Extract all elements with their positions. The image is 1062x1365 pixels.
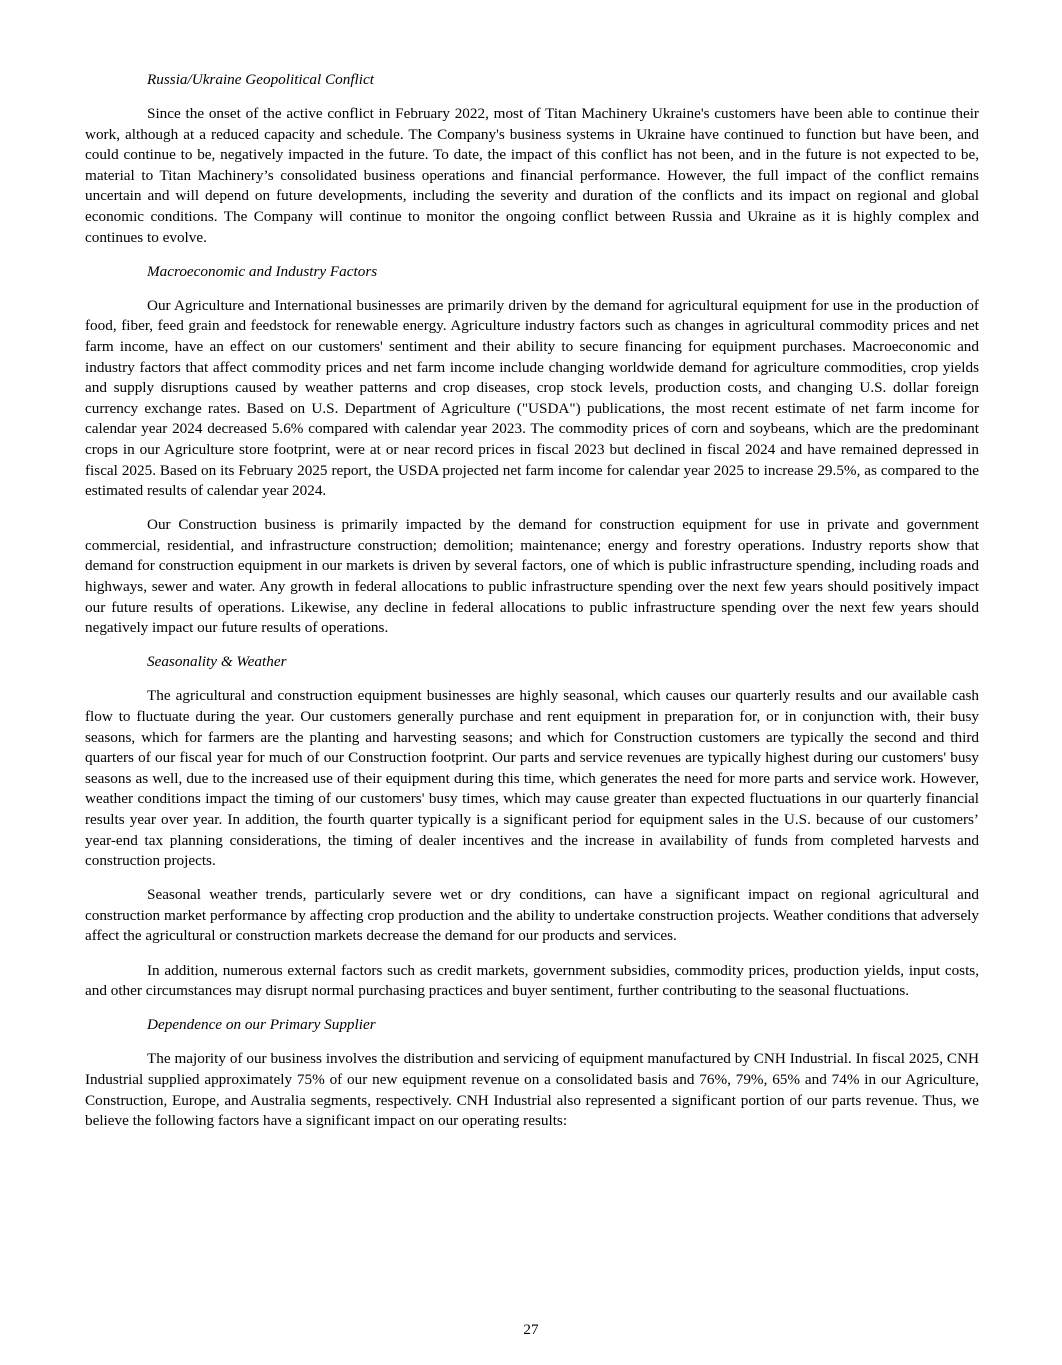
paragraph-agriculture-factors: Our Agriculture and International businesses are primarily driven by the demand for agricultural equipment for use in the production of food, fiber, feed grain and feedstock for renewable energy. Agriculture industry factors such as changes in agricultural commodity prices and net farm income, have an effect on our customers' sentiment and their ability to secure financing for equipment purchases. Macroeconomic and industry factors that affect commodity prices and net farm income include changing worldwide demand for agriculture commodities, crop yields and supply disruptions caused by weather patterns and crop diseases, crop stock levels, production costs, and changing U.S. dollar foreign currency exchange rates. Based on U.S. Department of Agriculture ("USDA") publications, the most recent estimate of net farm income for calendar year 2024 decreased 5.6% compared with calendar year 2023. The commodity prices of corn and soybeans, which are the predominant crops in our Agriculture store footprint, were at or near record prices in fiscal 2023 but declined in fiscal 2024 and have remained depressed in fiscal 2025. Based on its February 2025 report, the USDA projected net farm income for calendar year 2025 to increase 29.5%, as compared to the estimated results of calendar year 2024. — [85, 296, 979, 500]
section-heading-seasonality: Seasonality & Weather — [147, 653, 287, 671]
page-number: 27 — [523, 1321, 539, 1338]
paragraph-construction-factors: Our Construction business is primarily impacted by the demand for construction equipment for use in private and government commercial, residential, and infrastructure construction; demolition; maintenance; energy and forestry operations. Industry reports show that demand for construction equipment in our markets is driven by several factors, one of which is public infrastructure spending, including roads and highways, sewer and water. Any growth in federal allocations to public infrastructure spending over the next few years should positively impact our future results of operations. Likewise, any decline in federal allocations to public infrastructure spending over the next few years should negatively impact our future results of operations. — [85, 516, 979, 637]
document-body — [85, 70, 979, 1145]
section-heading-russia-ukraine: Russia/Ukraine Geopolitical Conflict — [147, 71, 374, 88]
paragraph-external-factors: In addition, numerous external factors such as credit markets, government subsidies, commodity prices, production yields, input costs, and other circumstances may disrupt normal purchasing practices and buyer sentiment, further contributing to the seasonal fluctuations. — [85, 961, 979, 1000]
paragraph-russia-ukraine: Since the onset of the active conflict in February 2022, most of Titan Machinery Ukraine's customers have been able to continue their work, although at a reduced capacity and schedule. The Company's business systems in Ukraine have continued to function but have been, and could continue to be, negatively impacted in the future. To date, the impact of this conflict has not been, and in the future is not expected to be, material to Titan Machinery’s consolidated business operations and financial performance. However, the full impact of the conflict remains uncertain and will depend on future developments, including the severity and duration of the conflicts and its impact on regional and global economic conditions. The Company will continue to monitor the ongoing conflict between Russia and Ukraine as it is highly complex and continues to evolve. — [85, 105, 979, 246]
paragraph-seasonality: The agricultural and construction equipment businesses are highly seasonal, which causes our quarterly results and our available cash flow to fluctuate during the year. Our customers generally purchase and rent equipment in preparation for, or in conjunction with, their busy seasons, which for farmers are the planting and harvesting seasons; and which for Construction customers are typically the second and third quarters of our fiscal year for much of our Construction footprint. Our parts and service revenues are typically highest during our customers' busy seasons as well, due to the increased use of their equipment during this time, which generates the need for more parts and service work. However, weather conditions impact the timing of our customers' busy times, which may cause greater than expected fluctuations in our quarterly financial results year over year. In addition, the fourth quarter typically is a significant period for equipment sales in the U.S. because of our customers’ year-end tax planning considerations, the timing of dealer incentives and the increase in availability of funds from completed harvests and construction projects. — [85, 687, 979, 870]
paragraph-primary-supplier: The majority of our business involves the distribution and servicing of equipment manufactured by CNH Industrial. In fiscal 2025, CNH Industrial supplied approximately 75% of our new equipment revenue on a consolidated basis and 76%, 79%, 65% and 74% in our Agriculture, Construction, Europe, and Australia segments, respectively. CNH Industrial also represented a significant portion of our parts revenue. Thus, we believe the following factors have a significant impact on our operating results: — [85, 1050, 979, 1130]
section-heading-primary-supplier: Dependence on our Primary Supplier — [147, 1016, 376, 1034]
paragraph-weather-trends: Seasonal weather trends, particularly severe wet or dry conditions, can have a significant impact on regional agricultural and construction market performance by affecting crop production and the ability to undertake construction projects. Weather conditions that adversely affect the agricultural or construction markets decrease the demand for our products and services. — [85, 886, 979, 945]
section-heading-macroeconomic: Macroeconomic and Industry Factors — [147, 262, 378, 280]
